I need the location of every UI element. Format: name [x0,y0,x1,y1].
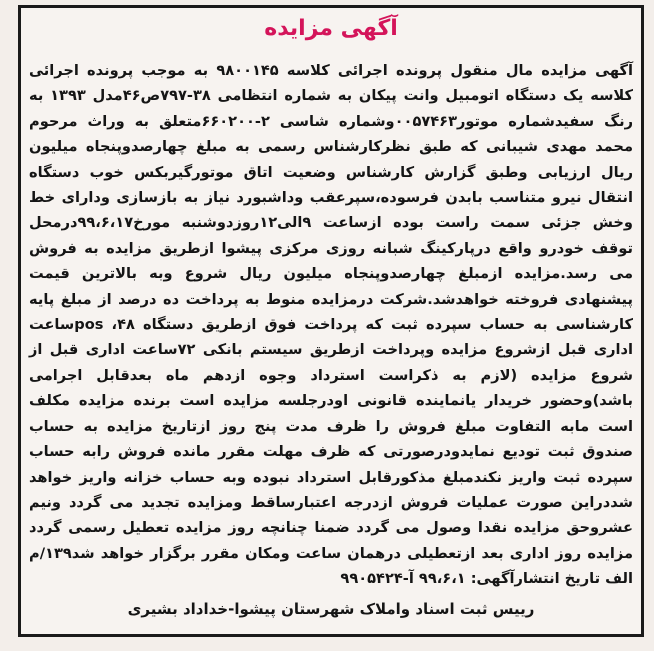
notice-body [29,58,633,592]
signature-line: رییس ثبت اسناد واملاک شهرستان پیشوا-خداداد بشیری [127,600,535,618]
notice-title: آگهی مزایده [264,16,398,41]
notice-body-text: آگهی مزایده مال منقول پرونده اجرائی کلاسه ۹۸۰۰۱۴۵ به موجب پرونده اجرائی کلاسه یک دستگاه اتومبیل وانت پیکان به شماره انتظامی ۳۸-۷۹۷ص۴۶مدل ۱۳۹۳ به رنگ سفیدشماره موتور۰۰۵۷۴۶۳وشماره شاسی ۲-۶۶۰۲۰۰متعلق به وراث مرحوم محمد مهدی شیبانی که طبق نظرکارشناس رسمی به مبلغ چهارصدوپنجاه میلیون ریال ارزیابی وطبق گزارش کارشناس وضعیت اتاق موتورگیربکس خوب دستگاه انتقال نیرو متناسب بابدن فرسوده،سپرعقب وداشبورد نیاز به بازسازی ودارای خط وخش جزئی سمت راست بوده ازساعت ۹الی۱۲روزدوشنبه مورخ۹۹،۶،۱۷درمحل توقف خودرو واقع درپارکینگ شبانه روزی مرکزی پیشوا ازطریق مزایده به فروش می رسد.مزایده ازمبلغ چهارصدوپنجاه میلیون ریال شروع وبه بالاترین قیمت پیشنهادی فروخته خواهدشد.شرکت درمزایده منوط به پرداخت ده درصد از مبلغ پایه کارشناسی به حساب سپرده ثبت که پرداخت فوق ازطریق دستگاه pos ،۴۸ساعت اداری قبل ازشروع مزایده وپرداخت ازطریق سیستم بانکی ۷۲ساعت اداری قبل از شروع مزایده (لازم به ذکراست استرداد وجوه ازدهم ماه بعدقابل اجرامی باشد)وحضور خریدار یانماینده قانونی اودرجلسه مزایده است برنده مزایده مکلف است مابه التفاوت مبلغ فروش را ظرف مدت پنج روز ازتاریخ مزایده به حساب صندوق ثبت تودیع نمایدودرصورتی که ظرف مهلت مقرر مانده فروش رابه حساب سپرده ثبت واریز نکندمبلغ مذکورقابل استرداد نبوده وبه حساب خزانه واریز خواهد شددراین صورت عملیات فروش ازدرجه اعتبارساقط ومزایده تجدید می گردد ونیم عشروحق مزایده نقدا وصول می گردد ضمنا چنانچه روز مزایده تعطیل رسمی گردد مزایده روز اداری بعد ازتعطیلی درهمان ساعت ومکان مقرر برگزار خواهد شد۱۳۹/م الف تاریخ انتشارآگهی: ۹۹،۶،۱ آ-۹۹۰۵۴۲۴ [29,62,633,588]
notice-frame [18,5,644,637]
